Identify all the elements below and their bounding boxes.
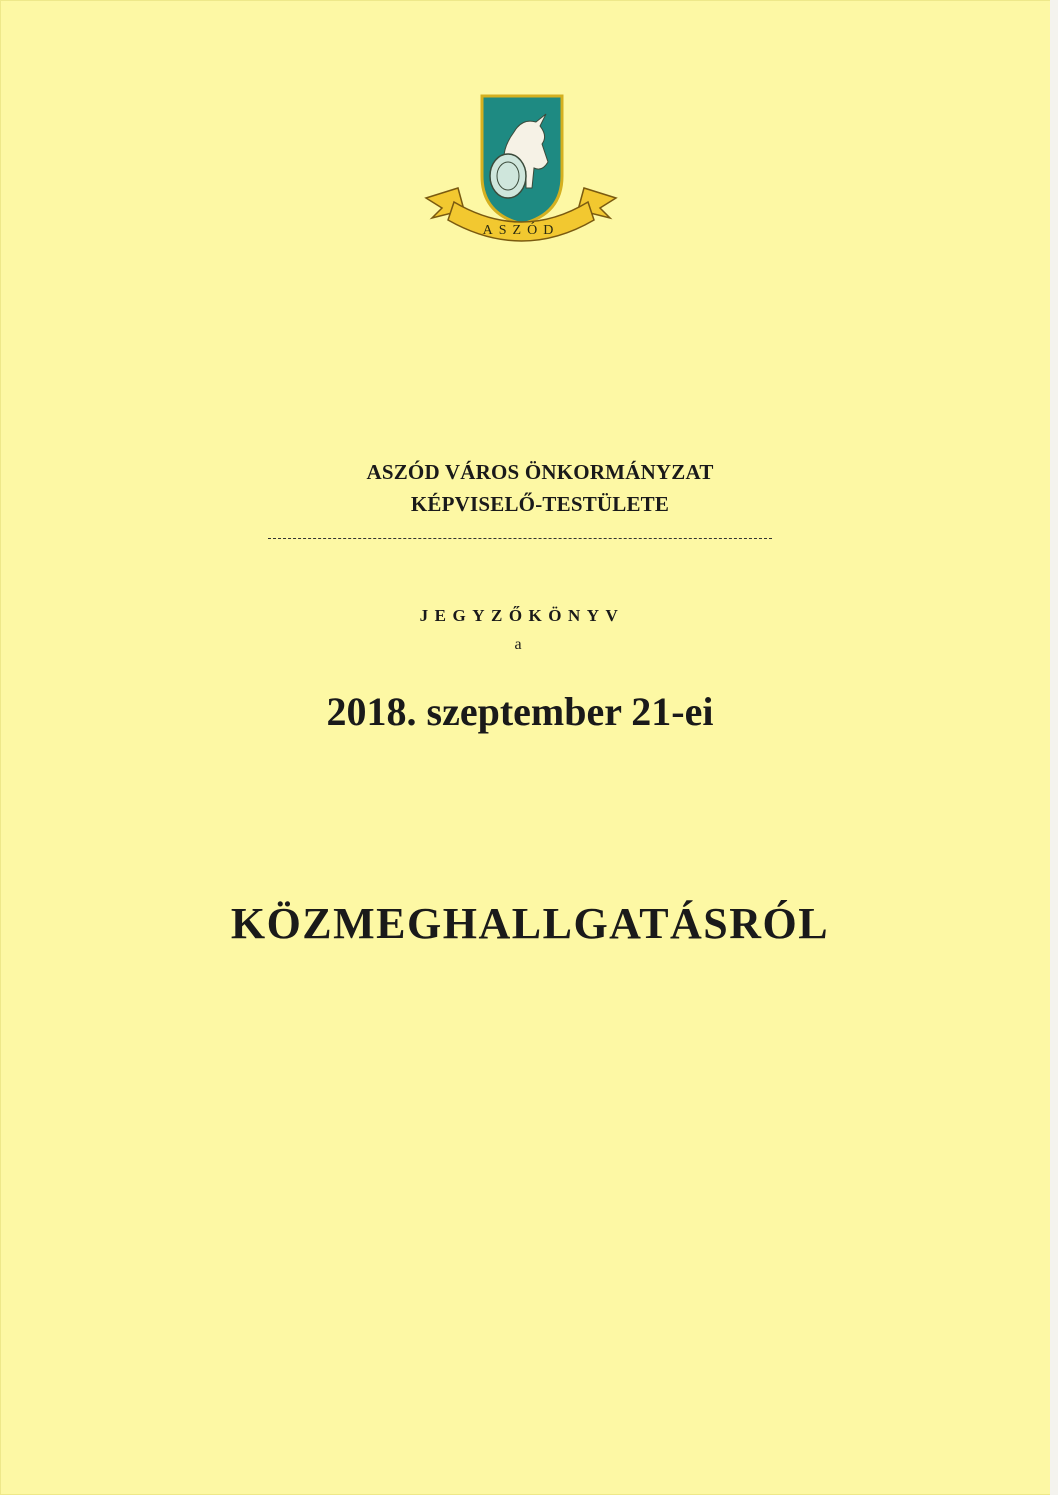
organization-name: ASZÓD VÁROS ÖNKORMÁNYZAT <box>366 460 714 484</box>
document-article: a <box>514 636 522 653</box>
document-subject: KÖZMEGHALLGATÁSRÓL <box>230 899 830 948</box>
crest-emblem-icon <box>418 92 624 258</box>
scan-edge <box>1050 0 1058 1495</box>
meeting-date: 2018. szeptember 21-ei <box>326 689 714 734</box>
crest-banner-text: ASZÓD <box>482 223 560 238</box>
document-type: JEGYZŐKÖNYV <box>419 606 625 625</box>
city-crest <box>418 92 624 258</box>
organization-body: KÉPVISELŐ-TESTÜLETE <box>410 492 670 516</box>
separator-line <box>268 538 772 539</box>
